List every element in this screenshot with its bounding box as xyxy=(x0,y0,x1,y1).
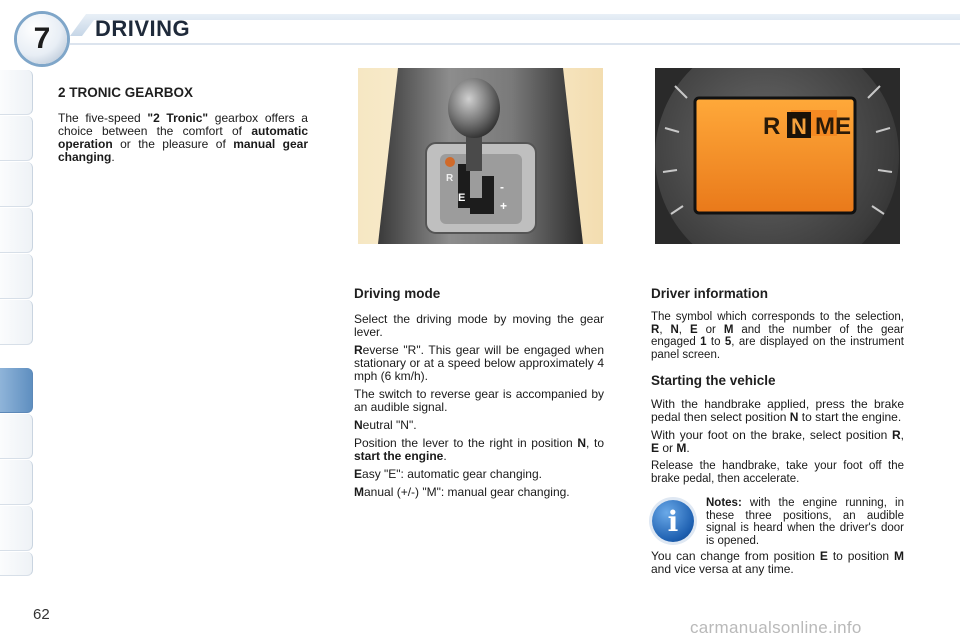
gear-lever-illustration xyxy=(358,68,603,244)
lever-label-plus: + xyxy=(500,199,508,213)
page-number: 62 xyxy=(33,606,50,623)
text: . xyxy=(686,441,690,455)
text-bold: automatic operation xyxy=(58,124,308,151)
chapter-badge xyxy=(17,14,67,64)
section-gearbox xyxy=(58,85,308,169)
text: You can change from position xyxy=(651,549,820,563)
chapter-number: 7 xyxy=(33,22,51,55)
text: Position the lever to the right in position xyxy=(354,436,578,450)
side-tab[interactable] xyxy=(0,552,33,576)
display-letters-me: ME xyxy=(815,113,851,140)
text: . xyxy=(111,150,115,164)
text: and the number of the gear engaged xyxy=(651,323,904,348)
notes-paragraph xyxy=(706,497,904,547)
section-heading: Starting the vehicle xyxy=(651,373,776,388)
side-tab[interactable] xyxy=(0,460,33,505)
text: eutral "N". xyxy=(362,418,417,432)
text: , xyxy=(678,323,690,336)
paragraph-start-3: Release the handbrake, take your foot off the brake pedal, then accelerate. xyxy=(651,460,904,485)
text: The symbol which corresponds to the selection, xyxy=(651,311,904,323)
change-position-note xyxy=(651,550,904,581)
side-tab[interactable] xyxy=(0,162,33,207)
text-bold: R xyxy=(651,323,660,336)
paragraph-info xyxy=(651,311,904,361)
text: and vice versa at any time. xyxy=(651,562,794,576)
side-tab[interactable] xyxy=(0,208,33,253)
notes xyxy=(706,497,904,552)
text: or the pleasure of xyxy=(112,137,234,151)
side-tab[interactable] xyxy=(0,414,33,459)
display-letter-r: R xyxy=(763,113,781,140)
text-bold: E xyxy=(651,441,660,455)
instrument-display-illustration xyxy=(655,68,900,244)
side-tab[interactable] xyxy=(0,506,33,551)
paragraph-start-2 xyxy=(651,429,904,455)
text: anual (+/-) "M": manual gear changing. xyxy=(364,485,570,499)
paragraph-easy xyxy=(354,468,604,481)
paragraph-start-1 xyxy=(651,398,904,424)
text: asy "E": automatic gear changing. xyxy=(362,467,542,481)
text-bold: M xyxy=(723,323,734,336)
text-bold: M xyxy=(894,549,905,563)
paragraph-neutral xyxy=(354,419,604,432)
lever-indicator-icon xyxy=(445,157,455,167)
side-tabs xyxy=(0,70,34,575)
text: or xyxy=(697,323,724,336)
text-bold: N xyxy=(577,436,586,450)
text: everse "R". This gear will be engaged when stationary or at a speed below approximately 4 mph (6 km/h). xyxy=(354,343,604,383)
chapter-title: DRIVING xyxy=(95,16,191,41)
text-bold: manual gear changing xyxy=(58,137,308,164)
lever-label-e: E xyxy=(458,192,466,204)
text-bold: R xyxy=(891,428,901,442)
text: With the handbrake applied, press the brake pedal then select position xyxy=(651,397,904,424)
text: , are displayed on the instrument panel screen. xyxy=(651,336,904,361)
text-bold: "2 Tronic" xyxy=(147,111,209,125)
text: gearbox offers a choice between the comfort of xyxy=(58,111,308,138)
text: , xyxy=(900,428,904,442)
paragraph-reverse xyxy=(354,344,604,383)
text: , to xyxy=(586,436,604,450)
text-bold: E xyxy=(354,467,363,481)
text: with the engine running, in these three positions, an audible signal is heard when the driver's door is opened. xyxy=(706,497,904,547)
text-bold: M xyxy=(354,485,364,499)
side-tab[interactable] xyxy=(0,254,33,299)
side-tab[interactable] xyxy=(0,116,33,161)
display-letter-n: N xyxy=(791,114,807,139)
notes-label: Notes: xyxy=(706,497,742,509)
section-heading: 2 TRONIC GEARBOX xyxy=(58,85,194,100)
text: to position xyxy=(827,549,895,563)
side-tab-active[interactable] xyxy=(0,368,33,413)
section-driving-mode xyxy=(354,286,604,504)
text-bold: N xyxy=(789,410,799,424)
text: or xyxy=(659,441,677,455)
text-bold: N xyxy=(354,418,363,432)
paragraph-position xyxy=(354,437,604,463)
text-bold: E xyxy=(819,549,828,563)
lever-label-r: R xyxy=(446,173,454,184)
paragraph-change xyxy=(651,550,904,576)
info-icon: i xyxy=(652,500,694,542)
side-tab[interactable] xyxy=(0,70,33,115)
text-bold: 5 xyxy=(724,336,732,348)
text-bold: start the engine xyxy=(354,449,444,463)
text-bold: R xyxy=(354,343,363,357)
text-bold: N xyxy=(670,323,679,336)
side-tab[interactable] xyxy=(0,300,33,345)
section-heading: Driver information xyxy=(651,286,769,301)
text: The five-speed xyxy=(58,111,148,125)
header-bar xyxy=(70,14,960,48)
intro-paragraph xyxy=(58,112,308,164)
text: to xyxy=(706,336,725,348)
watermark: carmanualsonline.info xyxy=(690,618,862,637)
text: With your foot on the brake, select position xyxy=(651,428,892,442)
text: to start the engine. xyxy=(798,410,902,424)
lever-label-minus: - xyxy=(500,180,504,194)
text-bold: E xyxy=(689,323,698,336)
text-bold: M xyxy=(676,441,687,455)
paragraph-manual xyxy=(354,486,604,499)
text: . xyxy=(443,449,447,463)
text-bold: 1 xyxy=(700,336,707,348)
text: , xyxy=(659,323,671,336)
section-heading: Driving mode xyxy=(354,286,441,301)
paragraph: The switch to reverse gear is accompanied by an audible signal. xyxy=(354,387,604,414)
section-driver-information xyxy=(651,286,904,490)
paragraph: Select the driving mode by moving the gear lever. xyxy=(354,312,604,339)
